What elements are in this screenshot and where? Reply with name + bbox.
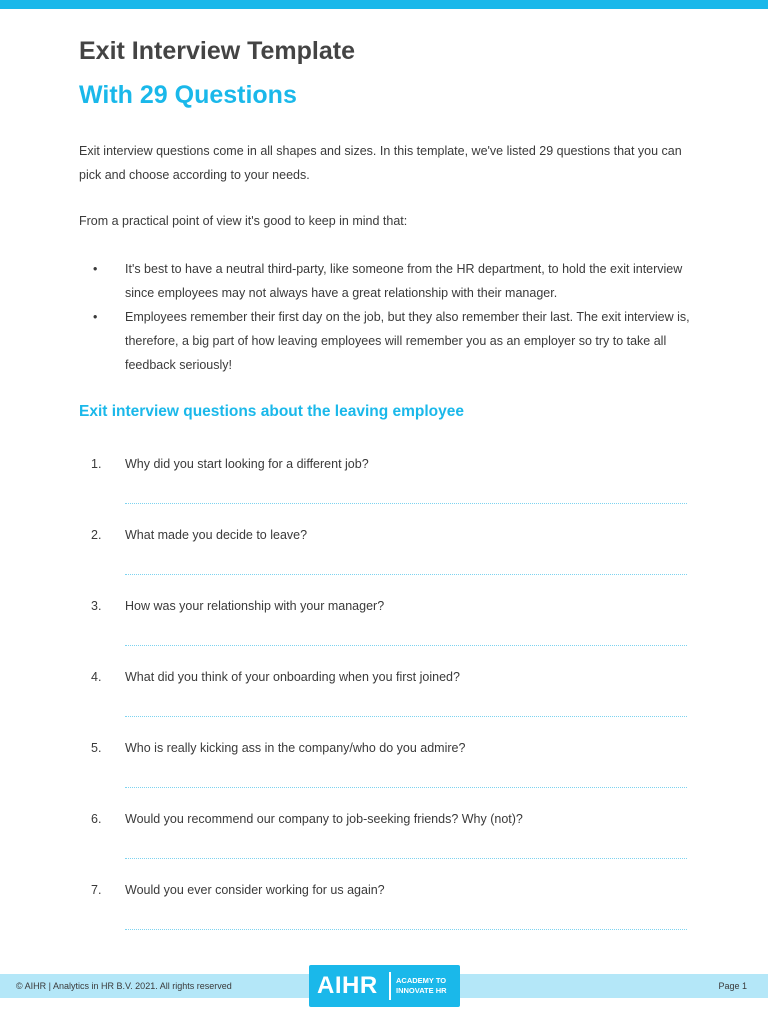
question-text: How was your relationship with your manager? (125, 599, 385, 613)
question-number: 7. (91, 883, 102, 897)
aihr-logo (309, 965, 460, 1007)
question-text: What made you decide to leave? (125, 528, 308, 542)
tips-list (79, 257, 691, 377)
bullet-icon: • (93, 310, 98, 324)
question-text: Would you ever consider working for us again? (125, 883, 385, 897)
question-item (79, 807, 691, 867)
answer-line[interactable] (125, 503, 687, 504)
question-item (79, 594, 691, 654)
tip-item (79, 305, 691, 377)
question-item (79, 878, 691, 938)
footer-copyright: © AIHR | Analytics in HR B.V. 2021. All rights reserved (16, 981, 232, 991)
question-text: Would you recommend our company to job-seeking friends? Why (not)? (125, 812, 523, 826)
top-accent-bar (0, 0, 768, 9)
answer-line[interactable] (125, 929, 687, 930)
question-number: 2. (91, 528, 102, 542)
practical-note: From a practical point of view it's good to keep in mind that: (79, 214, 408, 228)
question-number: 6. (91, 812, 102, 826)
logo-wordmark: AIHR (317, 972, 378, 999)
tip-text: Employees remember their first day on the job, but they also remember their last. The exit interview is, therefore, a big part of how leaving employees will remember you as an employer so try to take all feedback seriously! (125, 310, 690, 372)
question-text: Who is really kicking ass in the company/who do you admire? (125, 741, 466, 755)
question-text: What did you think of your onboarding when you first joined? (125, 670, 460, 684)
answer-line[interactable] (125, 645, 687, 646)
question-number: 5. (91, 741, 102, 755)
tip-text: It's best to have a neutral third-party, like someone from the HR department, to hold the exit interview since employees may not always have a great relationship with their manager. (125, 262, 683, 300)
page-number: Page 1 (718, 981, 747, 991)
bullet-icon: • (93, 262, 98, 276)
answer-line[interactable] (125, 787, 687, 788)
logo-tagline: ACADEMY TO INNOVATE HR (396, 976, 447, 995)
tip-item (79, 257, 691, 305)
logo-divider (389, 972, 391, 1000)
section-heading: Exit interview questions about the leaving employee (79, 403, 465, 420)
answer-line[interactable] (125, 574, 687, 575)
answer-line[interactable] (125, 858, 687, 859)
question-item (79, 452, 691, 512)
question-number: 1. (91, 457, 102, 471)
question-item (79, 523, 691, 583)
page-subtitle: With 29 Questions (79, 81, 297, 109)
page-title: Exit Interview Template (79, 37, 356, 65)
question-item (79, 736, 691, 796)
question-number: 3. (91, 599, 102, 613)
answer-line[interactable] (125, 716, 687, 717)
question-text: Why did you start looking for a different job? (125, 457, 369, 471)
question-item (79, 665, 691, 725)
intro-paragraph: Exit interview questions come in all shapes and sizes. In this template, we've listed 29 questions that you can pick and choose according to your needs. (79, 144, 682, 182)
question-number: 4. (91, 670, 102, 684)
